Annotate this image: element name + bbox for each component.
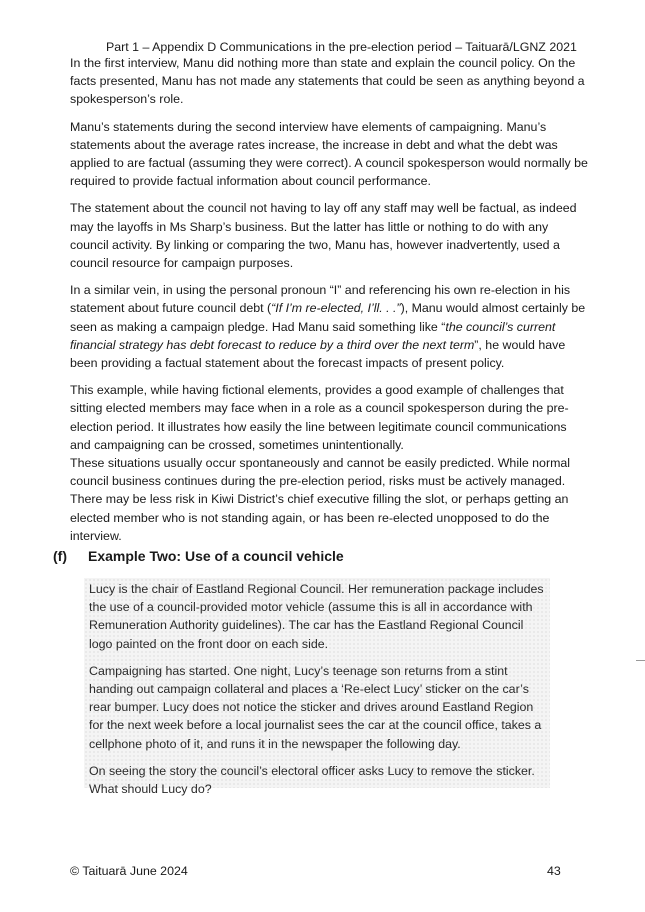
paragraph: In the first interview, Manu did nothing more than state and explain the council policy. On the facts presented, Manu has not made any statements that could be seen as anything beyond a spokesperson’s role. xyxy=(70,56,585,107)
example-paragraph: Campaigning has started. One night, Lucy’s teenage son returns from a stint handing out campaign collateral and places a ‘Re-elect Lucy’ sticker on the car’s rear bumper. Lucy does not notice the sticker and drives around Eastland Region for the next week before a local journalist sees the car at the council office, takes a cellphone photo of it, and runs it in the newspaper the following day. xyxy=(89,663,542,751)
paragraph: These situations usually occur spontaneously and cannot be easily predicted. While normal council business continues during the pre-election period, risks must be actively managed. There may be less risk in Kiwi District’s chief executive filling the slot, or perhaps getting an elected member who is not standing again, or has been re-elected unopposed to do the interview. xyxy=(70,456,571,543)
example-paragraph: Lucy is the chair of Eastland Regional Council. Her remuneration package includes the use of a council-provided motor vehicle (assume this is all in accordance with Remuneration Authority guidelines). The car has the Eastland Regional Council logo painted on the front door on each side. xyxy=(89,582,544,651)
page-number: 43 xyxy=(547,864,561,878)
text-run: In a similar vein, in using the personal pronoun “I” and referencing his own re-election in his statement about future council debt ( xyxy=(70,283,571,316)
paragraph: Manu’s statements during the second interview have elements of campaigning. Manu’s statements about the average rates increase, the increase in debt and what the debt was applied to are factual (assuming they were correct). A council spokesperson would normally be required to provide factual information about council performance. xyxy=(70,119,588,189)
text-run: ), Manu would almost certainly be seen as making a campaign pledge. Had Manu said something like “ xyxy=(70,301,586,334)
section-title: Example Two: Use of a council vehicle xyxy=(88,548,344,564)
italic-quote: the council’s current financial strategy has debt forecast to reduce by a third over the next term xyxy=(70,319,556,352)
body-text xyxy=(70,54,590,554)
italic-quote: “If I’m re-elected, I’ll. . .” xyxy=(271,301,401,316)
text-run: ”, he would have been providing a factual statement about the forecast impacts of present policy. xyxy=(70,337,566,371)
example-text xyxy=(89,580,545,807)
running-header: Part 1 – Appendix D Communications in the pre-election period – Taituarā/LGNZ 2021 xyxy=(106,40,577,54)
paragraph xyxy=(70,281,590,372)
section-letter: (f) xyxy=(53,548,67,564)
example-paragraph: On seeing the story the council’s electoral officer asks Lucy to remove the sticker. What should Lucy do? xyxy=(89,763,535,797)
paragraph: This example, while having fictional elements, provides a good example of challenges that sitting elected members may face when in a role as a council spokesperson during the pre-election period. It illustrates how easily the line between legitimate council communications and campaigning can be crossed, sometimes unintentionally. xyxy=(70,383,569,452)
footer-copyright: © Taituarā June 2024 xyxy=(70,864,188,878)
margin-mark xyxy=(636,660,645,661)
paragraph: The statement about the council not having to lay off any staff may well be factual, as indeed may the layoffs in Ms Sharp’s business. But the latter has little or nothing to do with any council activity. By linking or comparing the two, Manu has, however inadvertently, used a council resource for campaign purposes. xyxy=(70,201,577,271)
